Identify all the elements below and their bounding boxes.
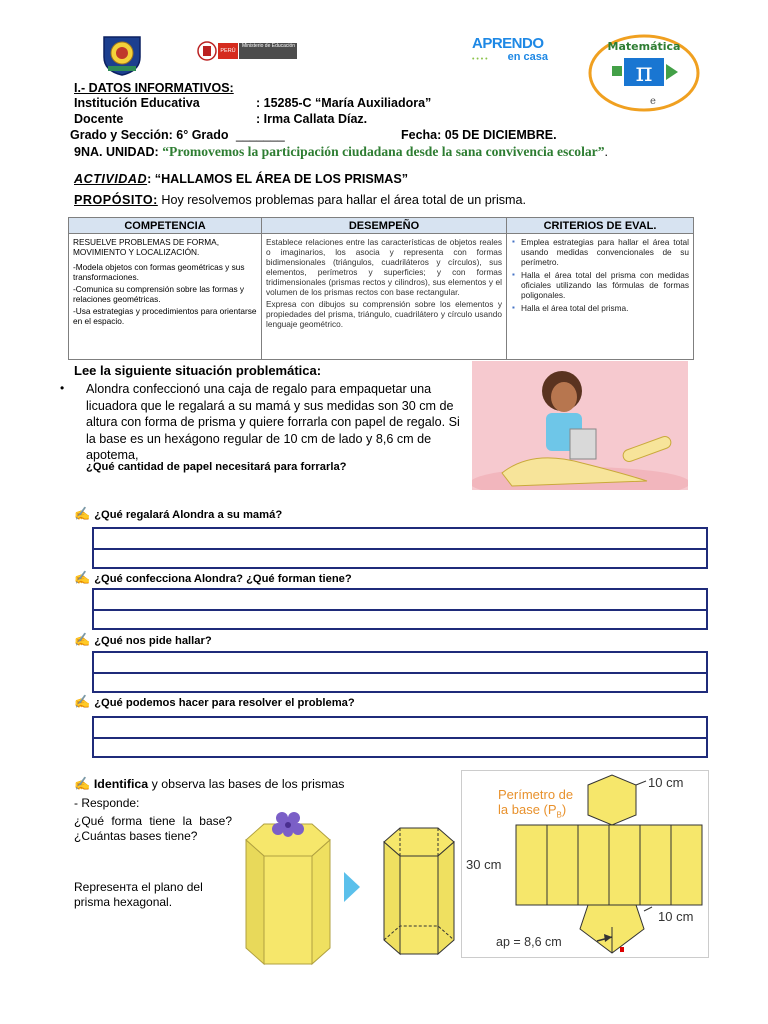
aprendo-en-casa-logo xyxy=(472,36,552,68)
situation-heading: Lee la siguiente situación problemática: xyxy=(74,363,322,378)
criterios-cell xyxy=(507,234,694,360)
answer-line xyxy=(94,672,706,674)
matematica-logo xyxy=(588,34,700,112)
question-3 xyxy=(74,632,212,648)
grade-blank: _______ xyxy=(236,128,285,142)
bullet-dot: • xyxy=(60,381,65,395)
peru-badge: PERÚ xyxy=(218,43,238,59)
answer-line xyxy=(94,609,706,611)
header-competencia: COMPETENCIA xyxy=(69,218,262,234)
purpose-label: PROPÓSITO: xyxy=(74,193,158,207)
purpose-line xyxy=(74,193,526,207)
identify-line xyxy=(74,776,344,792)
answer-box-1[interactable] xyxy=(92,527,708,569)
question-text: ¿Qué confecciona Alondra? ¿Qué forman tiene? xyxy=(94,573,352,585)
hexagonal-prism-illustration xyxy=(380,804,458,962)
activity-title: : “HALLAMOS EL ÁREA DE LOS PRISMAS” xyxy=(147,172,409,186)
svg-text:π: π xyxy=(635,58,653,88)
question-4 xyxy=(74,694,355,710)
unit-label: 9NA. UNIDAD: xyxy=(74,145,159,159)
question-text: ¿Qué nos pide hallar? xyxy=(94,635,212,647)
perimeter-line-1: Perímetro de xyxy=(498,787,574,802)
perimeter-label xyxy=(498,787,573,823)
answer-line xyxy=(94,548,706,550)
situation-text: Alondra confeccionó una caja de regalo para empaquetar una licuadora que le regalará a su mamá y sus medidas son 30 cm de altura con forma de prisma y quiere forrarla con papel de regalo. Si la base es un hexágono regular de 10 cm de lado y 8,6 cm de apotema, xyxy=(86,382,460,462)
respond-label: - Responde: xyxy=(74,796,140,810)
competencia-item: RESUELVE PROBLEMAS DE FORMA, MOVIMIENTO Y LOCALIZACIÓN. xyxy=(73,237,219,257)
desempeno-item: Expresa con dibujos su comprensión sobre los elementos y propiedades del prisma, triángulo, cuadrilátero y círculo usando lenguaje geométrico. xyxy=(266,299,502,329)
top-side-label: 10 cm xyxy=(648,775,684,790)
identify-bold: Identifica xyxy=(93,777,149,791)
question-text: ¿Qué podemos hacer para resolver el problema? xyxy=(94,697,355,709)
institution-label: Institución Educativa xyxy=(74,96,200,110)
svg-text:e: e xyxy=(650,96,656,107)
pencil-icon: ✍ xyxy=(74,776,94,791)
criterio-item: ▪ Halla el área total del prisma con medidas oficiales utilizando las fórmulas de formas poligonales. xyxy=(521,270,689,300)
institution-value: : 15285-C “María Auxiliadora” xyxy=(256,96,432,110)
competencia-cell xyxy=(69,234,262,360)
identify-question-2: Represента el plano del prisma hexagonal. xyxy=(74,880,203,909)
question-2 xyxy=(74,570,352,586)
grade-label: Grado y Sección: 6° Grado xyxy=(70,128,229,142)
date-text: Fecha: 05 DE DICIEMBRE. xyxy=(401,128,557,142)
prism-net-diagram xyxy=(461,770,709,958)
answer-box-3[interactable] xyxy=(92,651,708,693)
teacher-label: Docente xyxy=(74,112,124,126)
color-dots: • • • • xyxy=(472,56,488,63)
pencil-icon: ✍ xyxy=(74,694,91,709)
teacher-value: : Irma Callata Díaz. xyxy=(256,112,368,126)
answer-line xyxy=(94,737,706,739)
question-1 xyxy=(74,506,282,522)
apothem-label: ap = 8,6 cm xyxy=(496,935,562,949)
aprendo-text: APRENDO xyxy=(472,35,544,52)
section-title: I.- DATOS INFORMATIVOS: xyxy=(74,81,234,95)
header-criterios: CRITERIOS DE EVAL. xyxy=(507,218,694,234)
bottom-side-label: 10 cm xyxy=(658,909,694,924)
pencil-icon: ✍ xyxy=(74,632,91,647)
height-label: 30 cm xyxy=(466,857,502,872)
school-crest-logo xyxy=(100,33,144,77)
en-casa-text: en casa xyxy=(507,51,548,63)
competency-table xyxy=(68,217,694,360)
criterio-item: ▪ Halla el área total del prisma. xyxy=(521,303,689,313)
purpose-text: Hoy resolvemos problemas para hallar el área total de un prisma. xyxy=(161,193,527,207)
perimeter-sub: B xyxy=(556,810,562,820)
situation-question: ¿Qué cantidad de papel necesitará para forrarla? xyxy=(86,461,347,473)
pencil-icon: ✍ xyxy=(74,570,91,585)
desempeno-cell xyxy=(262,234,507,360)
unit-end: . xyxy=(604,145,608,159)
question-text: ¿Qué regalará Alondra a su mamá? xyxy=(94,509,283,521)
competencia-item: -Usa estrategias y procedimientos para orientarse en el espacio. xyxy=(73,306,257,326)
identify-rest: y observa las bases de los prismas xyxy=(148,777,345,791)
gift-prism-illustration xyxy=(240,810,336,968)
criterio-item: ▪ Emplea estrategias para hallar el área total usando medidas convencionales de su perímetro. xyxy=(521,237,689,267)
activity-line xyxy=(74,172,408,186)
girl-wrapping-gift-illustration xyxy=(472,361,688,490)
answer-box-2[interactable] xyxy=(92,588,708,630)
unit-line xyxy=(74,144,608,160)
perimeter-close: ) xyxy=(561,802,567,817)
header-desempeno: DESEMPEÑO xyxy=(262,218,507,234)
desempeno-item: Establece relaciones entre las características de objetos reales o imaginarios, los asocia y representa con formas bidimensionales (triángulos, cuadriláteros y círculos), sus elementos, perímetros y superficies; y con formas tridimensionales (prismas rectos y cilindros), sus elementos y el volumen de los prismas rectos con base rectangular. xyxy=(266,237,502,297)
arrow-right-icon xyxy=(344,872,360,907)
minedu-logo xyxy=(196,40,298,62)
answer-box-4[interactable] xyxy=(92,716,708,758)
competencia-item: -Comunica su comprensión sobre las formas y relaciones geométricas. xyxy=(73,284,245,304)
competencia-item: -Modela objetos con formas geométricas y sus transformaciones. xyxy=(73,262,245,282)
unit-title: “Promovemos la participación ciudadana desde la sana convivencia escolar” xyxy=(162,144,605,159)
matematica-word: Matemática xyxy=(607,40,681,53)
pencil-icon: ✍ xyxy=(74,506,91,521)
ministry-name: Ministerio de Educación xyxy=(239,43,297,59)
perimeter-line-2: la base (P xyxy=(498,802,557,817)
activity-label: ACTIVIDAD xyxy=(74,172,148,186)
identify-question-1: ¿Qué forma tiene la base? ¿Cuántas bases tiene? xyxy=(74,814,232,843)
